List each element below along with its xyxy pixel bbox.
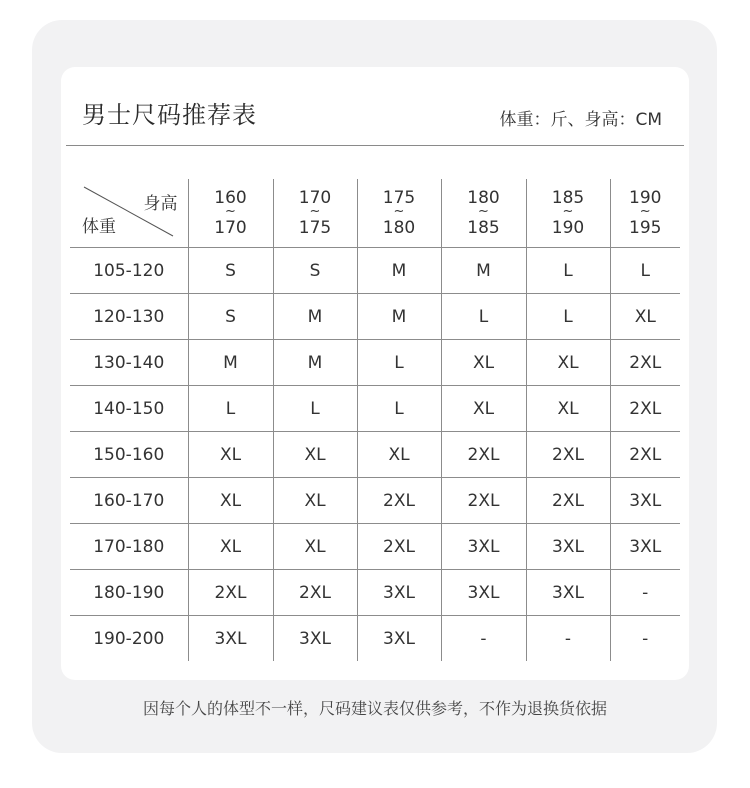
disclaimer-note: 因每个人的体型不一样，尺码建议表仅供参考，不作为退换货依据 bbox=[142, 699, 607, 718]
weight-range-cell: 180-190 bbox=[70, 570, 188, 616]
size-cell: S bbox=[188, 248, 273, 294]
weight-range-cell: 170-180 bbox=[70, 524, 188, 570]
range-tilde: ~ bbox=[309, 204, 321, 219]
weight-axis-label: 体重 bbox=[82, 217, 116, 237]
height-axis-label: 身高 bbox=[143, 194, 178, 214]
size-cell: L bbox=[357, 386, 441, 432]
height-header-3 bbox=[357, 179, 441, 248]
height-to: 180 bbox=[382, 218, 416, 238]
size-cell: 3XL bbox=[357, 616, 441, 662]
table-row bbox=[70, 524, 680, 570]
height-header-2 bbox=[273, 179, 357, 248]
size-cell: XL bbox=[610, 294, 680, 340]
size-cell: 2XL bbox=[188, 570, 273, 616]
size-cell: XL bbox=[188, 524, 273, 570]
size-cell: 2XL bbox=[273, 570, 357, 616]
height-header-5 bbox=[526, 179, 610, 248]
height-to: 195 bbox=[629, 218, 662, 238]
height-to: 175 bbox=[298, 218, 332, 238]
size-cell: M bbox=[357, 248, 441, 294]
size-cell: 2XL bbox=[357, 524, 441, 570]
size-cell: 3XL bbox=[526, 570, 610, 616]
size-cell: XL bbox=[188, 432, 273, 478]
size-cell: 2XL bbox=[526, 432, 610, 478]
table-row bbox=[70, 616, 680, 662]
range-tilde: ~ bbox=[562, 204, 574, 219]
range-tilde: ~ bbox=[478, 204, 489, 219]
size-cell: L bbox=[610, 248, 680, 294]
weight-range-cell: 120-130 bbox=[70, 294, 188, 340]
size-cell: 2XL bbox=[357, 478, 441, 524]
size-cell: - bbox=[642, 628, 649, 649]
size-cell: 3XL bbox=[188, 616, 273, 662]
size-cell: L bbox=[188, 386, 273, 432]
size-cell: M bbox=[273, 340, 357, 386]
size-cell: M bbox=[188, 340, 273, 386]
weight-range-cell: 160-170 bbox=[70, 478, 188, 524]
height-from: 170 bbox=[298, 188, 332, 208]
size-cell: L bbox=[526, 248, 610, 294]
size-cell: XL bbox=[273, 524, 357, 570]
height-to: 190 bbox=[551, 218, 585, 238]
title-divider bbox=[66, 145, 684, 146]
size-cell: XL bbox=[357, 432, 441, 478]
size-cell: S bbox=[273, 248, 357, 294]
size-table bbox=[70, 179, 680, 661]
size-cell: L bbox=[357, 340, 441, 386]
size-cell: - bbox=[610, 570, 680, 616]
height-from: 190 bbox=[629, 188, 662, 208]
size-cell: M bbox=[273, 294, 357, 340]
weight-range-cell: 150-160 bbox=[70, 432, 188, 478]
size-cell: S bbox=[188, 294, 273, 340]
size-cell: 2XL bbox=[526, 478, 610, 524]
weight-range-cell: 105-120 bbox=[70, 248, 188, 294]
height-to: 185 bbox=[467, 218, 500, 238]
height-from: 160 bbox=[214, 188, 247, 208]
size-cell: 2XL bbox=[610, 386, 680, 432]
range-tilde: ~ bbox=[225, 204, 236, 219]
size-cell: - bbox=[441, 616, 526, 662]
size-cell: XL bbox=[526, 386, 610, 432]
table-row bbox=[70, 570, 680, 616]
size-cell: L bbox=[526, 294, 610, 340]
size-cell: M bbox=[357, 294, 441, 340]
size-cell: 3XL bbox=[610, 478, 680, 524]
height-to: 170 bbox=[214, 218, 247, 238]
size-cell: L bbox=[273, 386, 357, 432]
height-header-1 bbox=[188, 179, 273, 248]
size-cell: 3XL bbox=[357, 570, 441, 616]
range-tilde: ~ bbox=[639, 204, 651, 219]
size-cell: XL bbox=[273, 478, 357, 524]
size-cell: M bbox=[441, 248, 526, 294]
size-cell: XL bbox=[441, 386, 526, 432]
size-cell: XL bbox=[188, 478, 273, 524]
weight-range-cell: 140-150 bbox=[70, 386, 188, 432]
table-row bbox=[70, 478, 680, 524]
chart-title: 男士尺码推荐表 bbox=[82, 101, 257, 129]
size-cell: XL bbox=[526, 340, 610, 386]
size-cell: L bbox=[441, 294, 526, 340]
size-cell: 3XL bbox=[441, 524, 526, 570]
size-cell: 2XL bbox=[441, 432, 526, 478]
size-cell: 3XL bbox=[610, 524, 680, 570]
size-cell: 3XL bbox=[273, 616, 357, 662]
range-tilde: ~ bbox=[393, 204, 405, 219]
height-header-4 bbox=[441, 179, 526, 248]
header-row bbox=[70, 179, 680, 248]
size-cell: 2XL bbox=[441, 478, 526, 524]
size-cell: 2XL bbox=[610, 432, 680, 478]
weight-range-cell: 190-200 bbox=[70, 616, 188, 662]
size-cell: 2XL bbox=[610, 340, 680, 386]
table-row bbox=[70, 248, 680, 294]
table-row bbox=[70, 340, 680, 386]
height-from: 185 bbox=[551, 188, 585, 208]
size-cell: XL bbox=[441, 340, 526, 386]
size-cell: 3XL bbox=[441, 570, 526, 616]
unit-note: 体重：斤、身高：CM bbox=[499, 110, 662, 130]
size-cell: 3XL bbox=[526, 524, 610, 570]
height-from: 175 bbox=[382, 188, 416, 208]
weight-range-cell: 130-140 bbox=[70, 340, 188, 386]
size-cell: XL bbox=[273, 432, 357, 478]
size-cell: - bbox=[526, 616, 610, 662]
table-row bbox=[70, 432, 680, 478]
corner-header-cell bbox=[70, 179, 188, 248]
table-row bbox=[70, 386, 680, 432]
height-header-6 bbox=[610, 179, 680, 248]
table-row bbox=[70, 294, 680, 340]
height-from: 180 bbox=[467, 188, 500, 208]
